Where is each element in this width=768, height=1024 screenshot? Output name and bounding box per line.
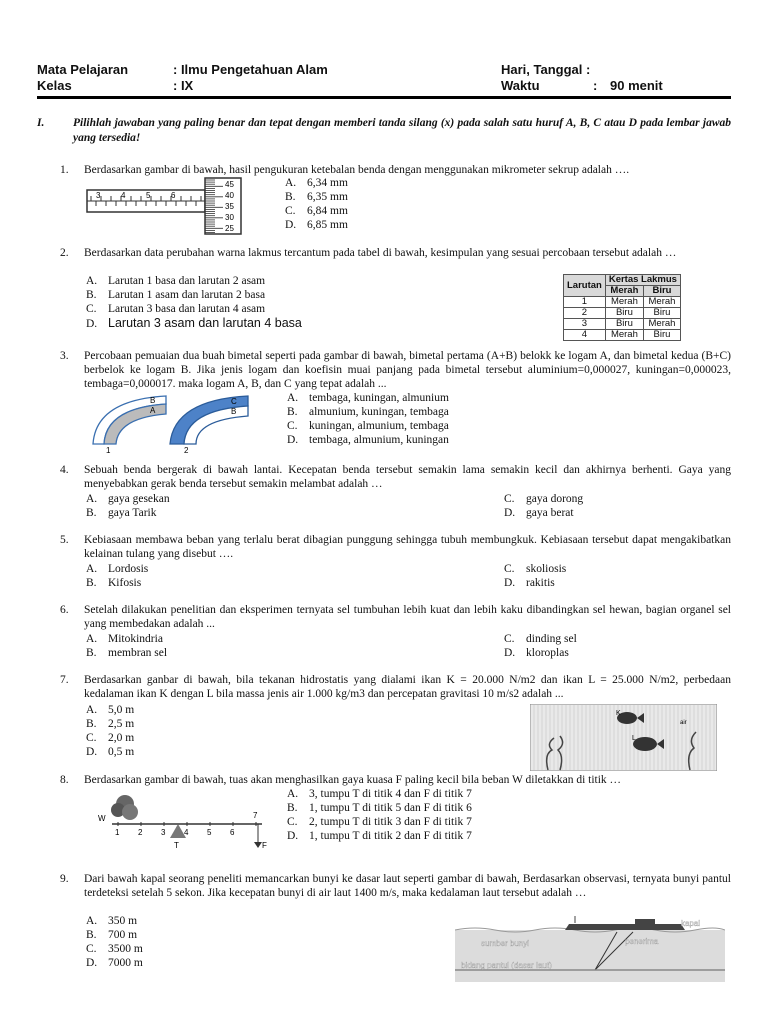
option-b[interactable]: B. 1, tumpu T di titik 5 dan F di titik 6 — [287, 802, 472, 814]
option-a[interactable]: A. 5,0 m — [86, 704, 135, 716]
time-separator: : — [593, 78, 598, 93]
table-row: 3 Biru Merah — [564, 319, 681, 330]
ship-sonar-figure — [455, 910, 725, 982]
bimetal-label: C — [231, 397, 237, 406]
receiver-label: penerima — [625, 937, 659, 946]
option-c[interactable]: C. kuningan, almunium, tembaga — [287, 420, 449, 432]
lever-point-label: 4 — [184, 828, 189, 837]
option-c[interactable]: C. gaya dorong — [504, 493, 584, 505]
question-text: Berdasarkan data perubahan warna lakmus tercantum pada tabel di bawah, kesimpulan yang sesuai percobaan tersebut adalah … — [84, 247, 677, 259]
lever-label: F — [262, 841, 267, 850]
option-b[interactable]: B. 6,35 mm — [285, 191, 348, 203]
lever-figure — [92, 790, 272, 852]
option-c[interactable]: C. dinding sel — [504, 633, 577, 645]
question-number: 9. — [60, 873, 69, 885]
fish-label: L — [632, 735, 636, 742]
class-value: : IX — [173, 78, 194, 93]
option-a[interactable]: A. 3, tumpu T di titik 4 dan F di titik 7 — [287, 788, 472, 800]
bimetal-figure — [88, 392, 283, 456]
question-number: 3. — [60, 350, 69, 362]
aquarium-figure — [530, 704, 717, 771]
option-a[interactable]: A. Mitokindria — [86, 633, 163, 645]
subject-label: Mata Pelajaran — [37, 62, 129, 77]
lever-label: W — [98, 814, 106, 823]
question-number: 1. — [60, 164, 69, 176]
instructions-text: Pilihlah jawaban yang paling benar dan tepat dengan memberi tanda silang (x) pada salah satu huruf A, B, C atau D pada lembar jawab yang tersedia! — [73, 117, 731, 144]
lever-point-label: 6 — [230, 828, 235, 837]
fish-label: K — [616, 710, 621, 717]
option-d[interactable]: D. tembaga, almunium, kuningan — [287, 434, 449, 446]
litmus-table — [563, 274, 681, 341]
question-number: 6. — [60, 604, 69, 616]
option-d[interactable]: D. Larutan 3 asam dan larutan 4 basa — [86, 316, 302, 330]
instructions-number: I. — [37, 117, 45, 129]
micrometer-figure — [85, 176, 245, 236]
subject-value: : Ilmu Pengetahuan Alam — [173, 62, 328, 77]
option-b[interactable]: B. almunium, kuningan, tembaga — [287, 406, 449, 418]
question-number: 2. — [60, 247, 69, 259]
question-number: 5. — [60, 534, 69, 546]
question-number: 4. — [60, 464, 69, 476]
question-text: Berdasarkan gambar di bawah, hasil pengukuran ketebalan benda dengan menggunakan mikrometer sekrup adalah …. — [84, 164, 630, 176]
instructions — [37, 116, 731, 146]
main-scale-label: 6 — [171, 191, 176, 200]
class-label: Kelas — [37, 78, 72, 93]
question-text: Percobaan pemuaian dua buah bimetal seperti pada gambar di bawah, bimetal pertama (A+B) belokk ke logam A, dan bimetal kedua (B+C) berbelok ke logam B. Jika jenis logam dan koefisin muai panjang pada bimetal tersebut aluminium=0,000027, kuningan=0,000023, tembaga=0,000017. maka logam A, B, dan C yang tepat adalah ... — [84, 350, 731, 390]
option-b[interactable]: B. 700 m — [86, 929, 138, 941]
option-c[interactable]: C. 3500 m — [86, 943, 143, 955]
bimetal-label: B — [150, 396, 156, 405]
seabed-label: bidang pantul (dasar laut) — [461, 961, 552, 970]
option-d[interactable]: D. kloroplas — [504, 647, 569, 659]
option-b[interactable]: B. gaya Tarik — [86, 507, 157, 519]
question-text: Setelah dilakukan penelitian dan eksperimen ternyata sel tumbuhan lebih kuat dan lebih kaku dibandingkan sel hewan, bagian organel sel yang membedakan adalah ... — [84, 604, 731, 630]
question-text: Berdasarkan ganbar di bawah, bila tekanan hidrostatis yang dialami ikan K = 20.000 N/m2 dan ikan L = 25.000 N/m2, perbedaan kedalaman ikan K dengan L bila massa jenis air 1.000 kg/m3 dan percepatan gravitasi 10 m/s2 adalah ... — [84, 674, 731, 700]
option-a[interactable]: A. gaya gesekan — [86, 493, 170, 505]
option-a[interactable]: A. 6,34 mm — [285, 177, 348, 189]
option-c[interactable]: C. 2,0 m — [86, 732, 135, 744]
lever-point-label: 5 — [207, 828, 212, 837]
thimble-label: 30 — [225, 213, 234, 222]
bimetal-label: 2 — [184, 446, 189, 455]
table-header: Merah — [605, 286, 643, 297]
main-scale-label: 5 — [146, 191, 151, 200]
lever-point-label: 7 — [253, 811, 258, 820]
thimble-label: 35 — [225, 202, 234, 211]
table-header: Larutan — [564, 275, 606, 297]
option-b[interactable]: B. Kifosis — [86, 577, 142, 589]
option-b[interactable]: B. Larutan 1 asam dan larutan 2 basa — [86, 289, 266, 301]
bimetal-label: 1 — [106, 446, 111, 455]
option-a[interactable]: A. tembaga, kuningan, almunium — [287, 392, 449, 404]
option-b[interactable]: B. 2,5 m — [86, 718, 135, 730]
thimble-label: 25 — [225, 224, 234, 233]
table-header: Kertas Lakmus — [605, 275, 680, 286]
bimetal-label: A — [150, 406, 156, 415]
thimble-label: 45 — [225, 180, 234, 189]
source-label: sumber bunyi — [481, 939, 530, 948]
lever-point-label: 1 — [115, 828, 120, 837]
option-c[interactable]: C. Larutan 3 basa dan larutan 4 asam — [86, 303, 266, 315]
lever-point-label: 3 — [161, 828, 166, 837]
main-scale-label: 4 — [121, 191, 126, 200]
option-a[interactable]: A. 350 m — [86, 915, 138, 927]
option-d[interactable]: D. 0,5 m — [86, 746, 135, 758]
option-c[interactable]: C. skoliosis — [504, 563, 567, 575]
option-d[interactable]: D. gaya berat — [504, 507, 574, 519]
table-row: 1 Merah Merah — [564, 297, 681, 308]
question-number: 7. — [60, 674, 69, 686]
ship-label: kapal — [681, 919, 701, 928]
thimble-label: 40 — [225, 191, 234, 200]
question-text: Dari bawah kapal seorang peneliti memancarkan bunyi ke dasar laut seperti gambar di bawah, Berdasarkan observasi, ternyata bunyi pantul terdeteksi setelah 5 sekon. Jika kecepatan bunyi di air laut 1400 m/s, maka kedalaman laut tersebut adalah … — [84, 873, 731, 899]
option-a[interactable]: A. Lordosis — [86, 563, 149, 575]
question-text: Sebuah benda bergerak di bawah lantai. Kecepatan benda tersebut semakin lama semakin kecil dan akhirnya berhenti. Gaya yang menyebabkan gerak benda tersebut semakin melambat adalah … — [84, 464, 731, 490]
time-label: Waktu — [501, 78, 540, 93]
option-d[interactable]: D. rakitis — [504, 577, 555, 589]
lever-point-label: 2 — [138, 828, 143, 837]
force-arrow-icon — [254, 842, 262, 848]
main-scale-label: 3 — [96, 191, 101, 200]
option-c[interactable]: C. 2, tumpu T di titik 3 dan F di titik 7 — [287, 816, 472, 828]
option-d[interactable]: D. 6,85 mm — [285, 219, 348, 231]
table-row: 2 Biru Biru — [564, 308, 681, 319]
question-number: 8. — [60, 774, 69, 786]
bimetal-label: B — [231, 407, 237, 416]
time-value: 90 menit — [610, 78, 663, 93]
fish-l-icon — [633, 737, 657, 751]
question-text: Berdasarkan gambar di bawah, tuas akan menghasilkan gaya kuasa F paling kecil bila beban W diletakkan di titik … — [84, 774, 622, 786]
option-b[interactable]: B. membran sel — [86, 647, 168, 659]
lever-label: T — [174, 841, 179, 850]
date-label: Hari, Tanggal : — [501, 62, 591, 77]
question-text: Kebiasaan membawa beban yang terlalu berat dibagian punggung sehingga tubuh membungkuk. Kebiasaan tersebut dapat mengakibatkan kelainan tulang yang disebut …. — [84, 534, 731, 560]
water-label: air — [680, 720, 687, 726]
option-a[interactable]: A. Larutan 1 basa dan larutan 2 asam — [86, 275, 266, 287]
header-divider — [37, 96, 731, 99]
option-c[interactable]: C. 6,84 mm — [285, 205, 348, 217]
table-row: 4 Merah Biru — [564, 330, 681, 341]
table-header: Biru — [643, 286, 680, 297]
option-d[interactable]: D. 1, tumpu T di titik 2 dan F di titik 7 — [287, 830, 472, 842]
option-d[interactable]: D. 7000 m — [86, 957, 143, 969]
